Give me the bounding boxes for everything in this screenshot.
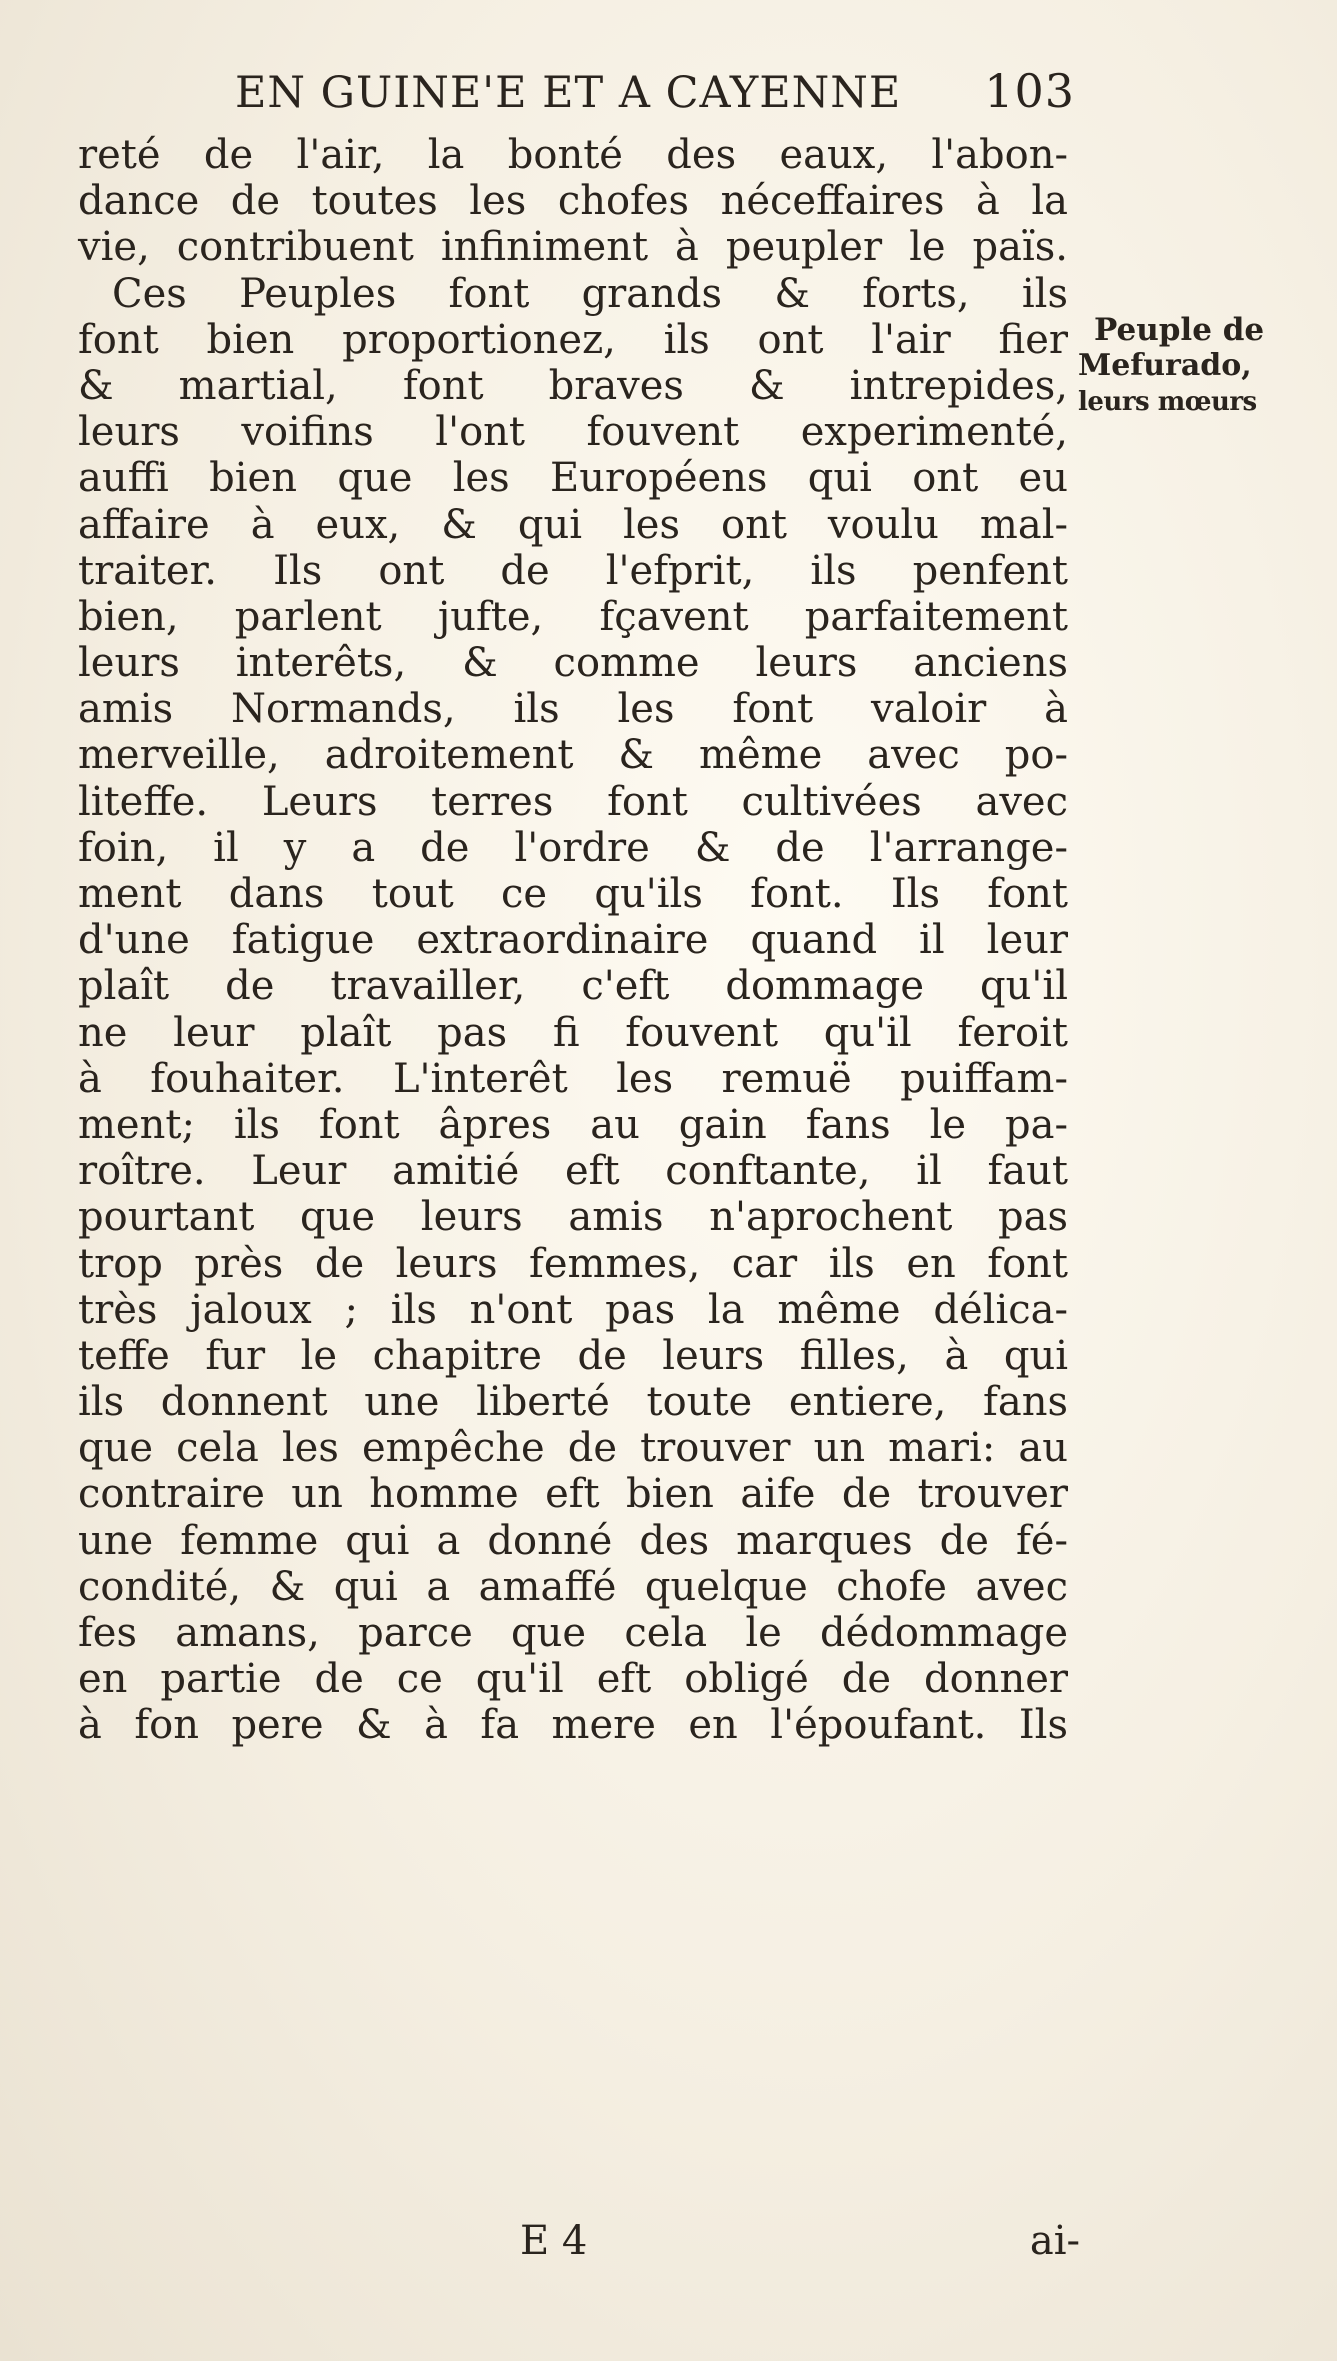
text-line: affaire à eux, & qui les ont voulu mal- (78, 501, 1068, 548)
catchword: ai- (1029, 2218, 1080, 2264)
margin-note-line: leurs mœurs (1078, 387, 1257, 417)
margin-note (1078, 312, 1333, 420)
running-header (235, 64, 1075, 124)
text-line: ils donnent une liberté toute entiere, fans (78, 1379, 1068, 1426)
text-line: auffi bien que les Européens qui ont eu (78, 455, 1068, 502)
text-line: dance de toutes les chofes néceffaires à la (78, 178, 1068, 225)
text-line: que cela les empêche de trouver un mari: au (78, 1425, 1068, 1472)
text-line: condité, & qui a amaffé quelque chofe avec (78, 1563, 1068, 1610)
text-line: font bien proportionez, ils ont l'air fier (78, 316, 1068, 363)
text-line: amis Normands, ils les font valoir à (78, 686, 1068, 733)
text-line: trop près de leurs femmes, car ils en font (78, 1240, 1068, 1287)
text-line: très jaloux ; ils n'ont pas la même délica- (78, 1286, 1068, 1333)
margin-note-line: Mefurado, (1078, 348, 1252, 383)
text-line: traiter. Ils ont de l'efprit, ils penfent (78, 547, 1068, 594)
text-line: une femme qui a donné des marques de fé- (78, 1517, 1068, 1564)
text-line: leurs voifins l'ont fouvent experimenté, (78, 409, 1068, 456)
text-line: leurs interêts, & comme leurs anciens (78, 640, 1068, 687)
text-line: pourtant que leurs amis n'aprochent pas (78, 1194, 1068, 1241)
body-text (78, 132, 1068, 1749)
text-line: reté de l'air, la bonté des eaux, l'abon- (78, 132, 1068, 178)
text-line: liteffe. Leurs terres font cultivées avec (78, 778, 1068, 825)
text-line: teffe fur le chapitre de leurs filles, à qui (78, 1332, 1068, 1379)
text-line: Ces Peuples font grands & forts, ils (112, 270, 1068, 317)
text-line: & martial, font braves & intrepides, (78, 362, 1068, 409)
text-line: roître. Leur amitié eft conftante, il faut (78, 1148, 1068, 1195)
text-line: vie, contribuent infiniment à peupler le païs. (78, 224, 1068, 271)
text-line: d'une fatigue extraordinaire quand il leur (78, 917, 1068, 964)
text-line: ment; ils font âpres au gain fans le pa- (78, 1101, 1068, 1148)
text-line: merveille, adroitement & même avec po- (78, 732, 1068, 779)
margin-note-line: Peuple de (1094, 312, 1265, 348)
signature-mark: E 4 (520, 2218, 588, 2264)
text-line: en partie de ce qu'il eft obligé de donner (78, 1656, 1068, 1703)
text-line: contraire un homme eft bien aife de trouver (78, 1471, 1068, 1518)
running-title: EN GUINE'E ET A CAYENNE (235, 68, 902, 118)
page-footer (520, 2218, 1080, 2264)
text-line: à fouhaiter. L'interêt les remuë puiffam- (78, 1055, 1068, 1102)
text-line: fes amans, parce que cela le dédommage (78, 1610, 1068, 1656)
page-number: 103 (984, 64, 1075, 118)
text-line: bien, parlent jufte, fçavent parfaitement (78, 593, 1068, 640)
text-line: ment dans tout ce qu'ils font. Ils font (78, 871, 1068, 917)
text-line: à fon pere & à fa mere en l'époufant. Ils (78, 1702, 1068, 1749)
text-line: foin, il y a de l'ordre & de l'arrange- (78, 824, 1068, 871)
text-line: plaît de travailler, c'eft dommage qu'il (78, 963, 1068, 1010)
text-line: ne leur plaît pas fi fouvent qu'il feroit (78, 1009, 1068, 1056)
